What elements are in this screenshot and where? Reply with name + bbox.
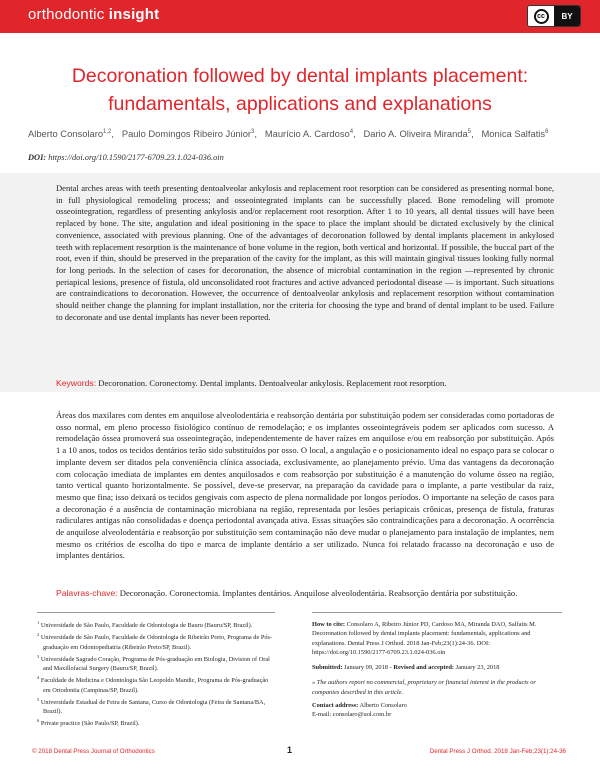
license-by-label: BY	[554, 6, 580, 26]
affiliation-item	[37, 652, 275, 674]
how-to-cite-label: How to cite:	[312, 621, 346, 628]
how-to-cite-text: Consolaro A, Ribeiro Júnior PD, Cardoso MA, Miranda DAO, Salfatis M. Decoronation followed by dental implants placement: fundamentals, applications and explanations. Dental Press J Orthod. 2018 Jan-Feb;23(1):24-36. DOI: https://doi.org/10.1590/2177-6709.23.1.024-036.oin	[312, 621, 537, 656]
affiliation-item	[37, 630, 275, 652]
footer-copyright: © 2018 Dental Press Journal of Orthodontics	[32, 748, 155, 755]
affiliation-item	[37, 673, 275, 695]
submission-dates: Submitted: January 09, 2018 - Revised and accepted: January 23, 2018	[312, 664, 500, 672]
section-suffix: insight	[108, 6, 160, 23]
how-to-cite	[312, 620, 562, 657]
affiliation-text: Universidade de São Paulo, Faculdade de Odontologia de Bauru (Bauru/SP, Brazil).	[40, 622, 253, 630]
affiliation-text: Faculdade de Medicina e Odontologia São Leopoldo Mandic, Programa de Pós-graduação em Ortodontia (Campinas/SP, Brazil).	[40, 677, 269, 694]
doi-link[interactable]: https://doi.org/10.1590/2177-6709.23.1.024-036.oin	[48, 153, 224, 162]
author-affiliation-ref: 3	[251, 128, 255, 135]
affiliation-number: 1	[37, 620, 40, 625]
author-name: Paulo Domingos Ribeiro Júnior	[121, 128, 252, 139]
author-name: Alberto Consolaro	[28, 128, 104, 139]
footer-journal-ref: Dental Press J Orthod. 2018 Jan-Feb;23(1):24-36	[429, 748, 566, 755]
section-header-bar	[0, 0, 600, 33]
author-name: Maurício A. Cardoso	[264, 128, 350, 139]
author-list: Alberto Consolaro$^{1,2}$, Paulo Domingos Ribeiro Júnior$^3$, Maurício A. Cardoso$^4$, Dario A. Oliveira Miranda$^5$, Monica Salfatis$^6$	[28, 128, 549, 139]
citation-divider	[312, 612, 562, 613]
affiliation-item	[37, 716, 275, 728]
cc-by-license-badge[interactable]	[527, 5, 581, 27]
section-label	[28, 6, 159, 23]
section-prefix: orthodontic	[28, 6, 105, 23]
contact-label: Contact address:	[312, 702, 359, 710]
keywords-text: Decoronation. Coronectomy. Dental implants. Dentoalveolar ankylosis. Replacement root resorption.	[98, 378, 447, 388]
affiliations	[37, 618, 275, 729]
contact	[312, 701, 562, 720]
palavras-chave-text: Decoronação. Coronectomia. Implantes dentários. Anquilose alveolodentária. Reabsorção dentária por substituição.	[119, 588, 518, 598]
affiliation-number: 5	[37, 696, 40, 702]
email-link[interactable]: consolaro@uol.com.br	[332, 711, 392, 719]
abstract-text: Dental arches areas with teeth presenting dentoalveolar ankylosis and replacement root resorption can be considered as presenting normal bone, in full physiological remodeling process; and osseointegrated implants can be successfully placed. Bone remodeling will promote osseointegration, regardless of presenting ankylosis and/or replacement root resorption. After 1 to 10 years, all dental tissues will have been replaced by bone. The site, angulation and ideal positioning in the space to place the implant should be dictated exclusively by the clinical convenience, associated with previous planning. One of the advantages of decoronation followed by dental implants placement in ankylosed teeth with replacement resorption is the maintenance of bone volume in the region, both vertical and horizontal. If possible, the buccal part of the root, even if thin, should be preserved in the preparation of the cavity for the implant, as this will maintain gingival tissues looking fully normal for long periods. In the selection of cases for decoronation, the absence of microbial contamination in the region —represented by chronic periapical lesions, presence of fistula, old unconsolidated root fractures and active advanced periodontal disease — is important. Such situations are contraindications to decoronation. However, the occurrence of dentoalveolar ankylosis and replacement resorption without contamination should neither change the planning for implant installation, nor the criteria for choosing the type and brand of dental implant to be used. Failure to decoronate and use dental implants has never been reported.	[56, 183, 554, 322]
submitted-label: Submitted:	[312, 664, 343, 672]
affiliation-text: Private practice (São Paulo/SP, Brazil).	[40, 720, 140, 728]
resumo-text: Áreas dos maxilares com dentes em anquilose alveolodentária e reabsorção dentária por substituição podem ser consideradas como portadoras de osso normal, em pleno processo fisiológico contínuo de remodelação; e os implantes osseointegráveis podem ser aplicados com sucesso. A remodelação óssea promoverá sua osseointegração, independentemente de haver raízes em anquilose e/ou em reabsorção por substituição. Após 1 a 10 anos, todos os tecidos dentários terão sido substituídos por osso. O local, a angulação e o posicionamento ideal no espaço para se colocar o implante devem ser ditados pela conveniência clínica associada, exclusivamente, ao planejamento prévio. Uma das vantagens da decoronação com colocação imediata de implantes em dentes anquilosados e com reabsorção por substituição é a manutenção do volume ósseo na região, tanto vertical quanto horizontalmente. Se possível, deve-se preservar, na preparação da cavidade para o implante, a parte vestibular da raiz, mesmo que fina; isso deixará os tecidos gengivais com aspecto de plena normalidade por longos períodos. O importante na seleção de casos para a decoronação é a ausência de contaminação microbiana na região, representada por lesões periapicais crônicas, presença de fístula, fraturas radiculares antigas não consolidadas e doença periodontal avançada ativa. Essas situações são contraindicações para a decoronação. A ocorrência de anquilose alveolodentária e reabsorção por substituição sem contaminação não deve mudar o planejamento para instalação de implantes, nem mesmo os critérios de escolha do tipo e marca de implante dentário a ser utilizado. Nunca foi relatado fracasso na decoronação e uso de implantes dentários.	[56, 410, 554, 561]
page-footer	[0, 745, 600, 776]
affiliation-item	[37, 695, 275, 717]
revised-label: Revised and accepted:	[393, 664, 455, 672]
author-affiliation-ref: 6	[545, 128, 549, 135]
palavras-chave-label: Palavras-chave:	[56, 588, 118, 598]
affiliation-number: 3	[37, 653, 40, 659]
citation-block	[312, 620, 562, 726]
affiliation-number: 6	[37, 718, 40, 724]
doi-line	[28, 153, 224, 162]
author-name: Monica Salfatis	[481, 128, 546, 139]
author-affiliation-ref: 1,2	[103, 128, 112, 135]
disclosure: » The authors report no commercial, proprietary or financial interest in the products or companies described in this article.	[312, 679, 536, 696]
keywords	[56, 378, 556, 388]
author-affiliation-ref: 5	[467, 128, 472, 135]
doi-label: DOI:	[28, 153, 47, 162]
creative-commons-icon: cc	[534, 9, 549, 24]
affiliation-text: Universidade Estadual de Feira de Santana, Curso de Odontologia (Feira de Santana/BA, Brazil).	[40, 698, 266, 716]
revised-date: January 23, 2018	[455, 664, 500, 672]
keywords-label: Keywords:	[56, 378, 97, 388]
palavras-chave	[56, 588, 554, 600]
affiliation-item	[37, 618, 275, 630]
email-label: E-mail:	[312, 711, 332, 719]
affiliation-text: Universidade Sagrado Coração, Programa de Pós-graduação em Biologia, Division of Oral and Maxillofacial Surgery (Bauru/SP, Brazil).	[40, 655, 270, 673]
article-title: Decoronation followed by dental implants placement: fundamentals, applications and explanations	[71, 65, 529, 115]
contact-name: Alberto Consolaro	[359, 702, 407, 710]
submitted-date: January 09, 2018	[344, 664, 388, 672]
affiliation-number: 4	[37, 675, 40, 681]
affiliation-text: Universidade de São Paulo, Faculdade de Odontologia de Ribeirão Preto, Programa de Pós-graduação em Odontopediatria (Ribeirão Preto/SP, Brazil).	[40, 634, 273, 651]
affiliations-divider	[37, 612, 275, 613]
author-name: Dario A. Oliveira Miranda	[363, 128, 468, 139]
author-affiliation-ref: 4	[349, 128, 354, 135]
page-number: 1	[287, 745, 293, 755]
affiliation-number: 2	[37, 632, 40, 638]
